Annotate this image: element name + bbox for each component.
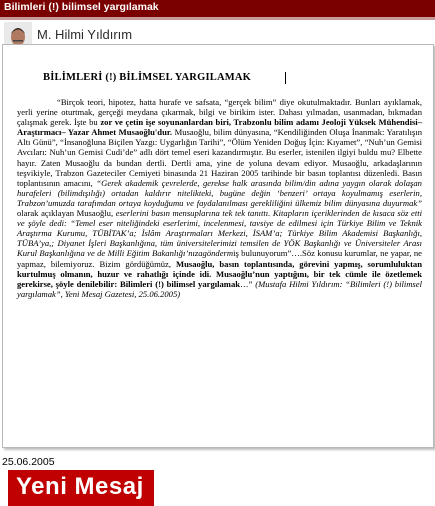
body-italic-text: “Gerek akademik çevrelerde, gerekse halk arasında bilim/din adına yaygın olarak dolaşan hurafeleri (bilimdışılığı) ortadan kaldırır nitelikteki, bugüne değin ‘benzeri’ ortaya koyulmamış eserlerin, Trabzon’umuzda tarafımdan ortaya koyduğumu ve faydalanılması gerekliliğini ülkemiz bilim dünyasına duyurmak” <box>17 177 422 208</box>
body-italic-text: eserlerini basın mensuplarına tek tek tanıttı. Kitapların içeriklerinden de kısaca söz etti ve şöyle dedi: “Temel eser niteliğindeki eserlerimi, incelenmesi, tavsiye de edilmesi için Türkiye Bilim ve Teknik Araştırma Kurumu, TÜBİTAK’a; İslâm Araştırmaları Merkezi, İSAM’a; Türkiye Bilim Akademisi Başkanlığı, TÜBA’ya,; Diyanet İşleri Başkanlığına, tüm üniversitelerimizi temsilen de YÖK Başkanlığı ve Üniversiteler Arası Kurul Başkanlığına ve de Milli Eğitim Bakanlığı’nızagönderm <box>17 208 422 259</box>
header-title: Bilimleri (!) bilimsel yargılamak <box>4 1 159 13</box>
body-text: olarak açıklayan Musaoğlu, <box>17 208 116 219</box>
header-bar <box>0 0 435 17</box>
publish-date: 25.06.2005 <box>2 456 55 468</box>
body-bold-text: zor ve çetin işe soyunanlardan biri, Trabzonlu bilim adamı Jeoloji Yüksek Mühendisi– Araştırmacı– Yazar Ahmet Musaoğlu'dur. <box>17 117 422 138</box>
text-cursor <box>285 72 286 84</box>
body-text: …” <box>240 278 256 289</box>
article-body <box>17 97 422 299</box>
body-text: “Birçok teori, hipotez, hatta hurafe ve safsata, “gerçek bilim” diye okutulmaktadır. Bunları ayıklamak, yerli yerine oturtmak, gerçeği meydana çıkarmak, bilgi ve birikim ister. Dahası yılmadan, usanmadan, bıkmadan çalışmak gerek. İşte bu <box>17 97 422 128</box>
article-card <box>2 44 434 448</box>
author-name: M. Hilmi Yıldırım <box>37 27 133 42</box>
article-paragraph <box>17 97 422 299</box>
body-text: Musaoğlu, bilim dünyasına, “Kendiliğinden Oluşa İnanmak: Yaratılışın Altı Günü”, “İnsanoğluna Biçilen Yazgı: Uygarlığın Tarihi”, “Ölüm Yeniden Doğuş İçin: Kıyamet”, “Nuh’un Gemisi Avcıları: Nuh’un Gemisi Cudi’de” adlı dört temel eseri kazandırmıştır. Bu eserler, istenilen ilgiyi buldu mu? Elbette hayır. Zaten Musaoğlu da bundan dertli. Dertli ama, yine de yoluna devam ediyor. Musaoğlu, arkadaşlarının teşvikiyle, Trabzon Gazeteciler Cemiyeti binasında 21 Haziran 2005 tarihinde bir basın toplantısı düzenledi. Basın toplantısının amacını, <box>17 127 423 188</box>
body-bold-text: Musaoğlu, basın toplantısında, görevini yapmış, sorumluluktan kurtulmuş olmanın, huzur ve rahatlığı içinde idi. Musaoğlu’nun yaptığını, bir tek cümle ile özetlemek gerekirse, şöyle denilebilir: Bilimleri (!) bilimsel yargılamak <box>17 258 423 289</box>
header-divider <box>0 17 435 20</box>
body-text: iş bulunuyorum”….Söz konusu kurumlar, ne yapar, ne yapmaz, bilemiyoruz. Bizim gördüğümüz, <box>17 248 422 269</box>
logo-text: Yeni Mesaj <box>16 473 144 500</box>
citation: (Mustafa Hilmi Yıldırım: “Bilimleri (!) bilimsel yargılamak”, Yeni Mesaj Gazetesi, 25.06.2005) <box>17 278 422 299</box>
newspaper-logo <box>8 470 154 506</box>
article-headline: BİLİMLERİ (!) BİLİMSEL YARGILAMAK <box>43 72 251 83</box>
